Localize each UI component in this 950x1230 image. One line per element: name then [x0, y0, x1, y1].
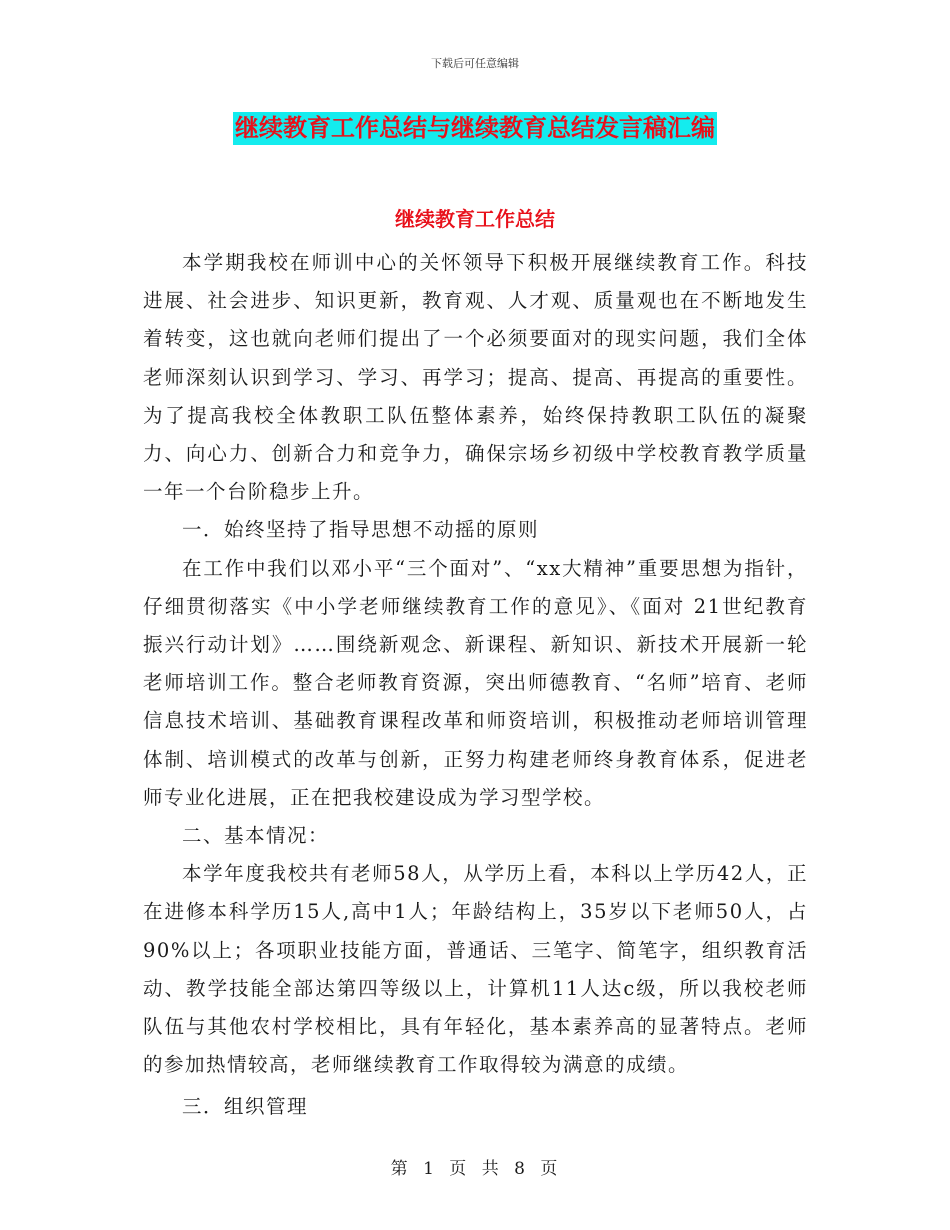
heading-basic-situation: 二、基本情况： — [182, 824, 330, 848]
paragraph-guiding-principle: 在工作中我们以邓小平“三个面对”、“xx大精神”重要思想为指针，仔细贯彻落实《中小学老师继续教育工作的意见》、《面对 21世纪教育振兴行动计划》……围绕新观念、新课程、新知识、新技术开展新一轮老师培训工作。整合老师教育资源，突出师德教育、“名师”培育、老师信息技术培训、基础教育课程改革和师资培训，积极推动老师培训管理体制、培训模式的改革与创新，正努力构建老师终身教育体系，促进老师专业化进展，正在把我校建设成为学习型学校。 — [143, 556, 808, 809]
heading-guiding-principle: 一．始终坚持了指导思想不动摇的原则 — [182, 518, 540, 542]
document-title: 继续教育工作总结与继续教育总结发言稿汇编 — [233, 112, 717, 145]
page-footer: 第 1 页 共 8 页 — [390, 1159, 560, 1179]
header-note: 下载后可任意编辑 — [431, 57, 519, 70]
heading-organization-management: 三．组织管理 — [182, 1095, 309, 1119]
body-content — [143, 244, 808, 1127]
paragraph-basic-situation: 本学年度我校共有老师58人，从学历上看，本科以上学历42人，正在进修本科学历15人,高中1人；年龄结构上，35岁以下老师50人，占90%以上；各项职业技能方面，普通话、三笔字、简笔字，组织教育活动、教学技能全部达第四等级以上，计算机11人达c级，所以我校老师队伍与其他农村学校相比，具有年轻化，基本素养高的显著特点。老师的参加热情较高，老师继续教育工作取得较为满意的成绩。 — [143, 862, 808, 1077]
paragraph-intro: 本学期我校在师训中心的关怀领导下积极开展继续教育工作。科技进展、社会进步、知识更新，教育观、人才观、质量观也在不断地发生着转变，这也就向老师们提出了一个必须要面对的现实问题，我们全体老师深刻认识到学习、学习、再学习；提高、提高、再提高的重要性。为了提高我校全体教职工队伍整体素养，始终保持教职工队伍的凝聚力、向心力、创新合力和竞争力，确保宗场乡初级中学校教育教学质量一年一个台阶稳步上升。 — [143, 251, 808, 504]
section-title: 继续教育工作总结 — [395, 207, 555, 231]
